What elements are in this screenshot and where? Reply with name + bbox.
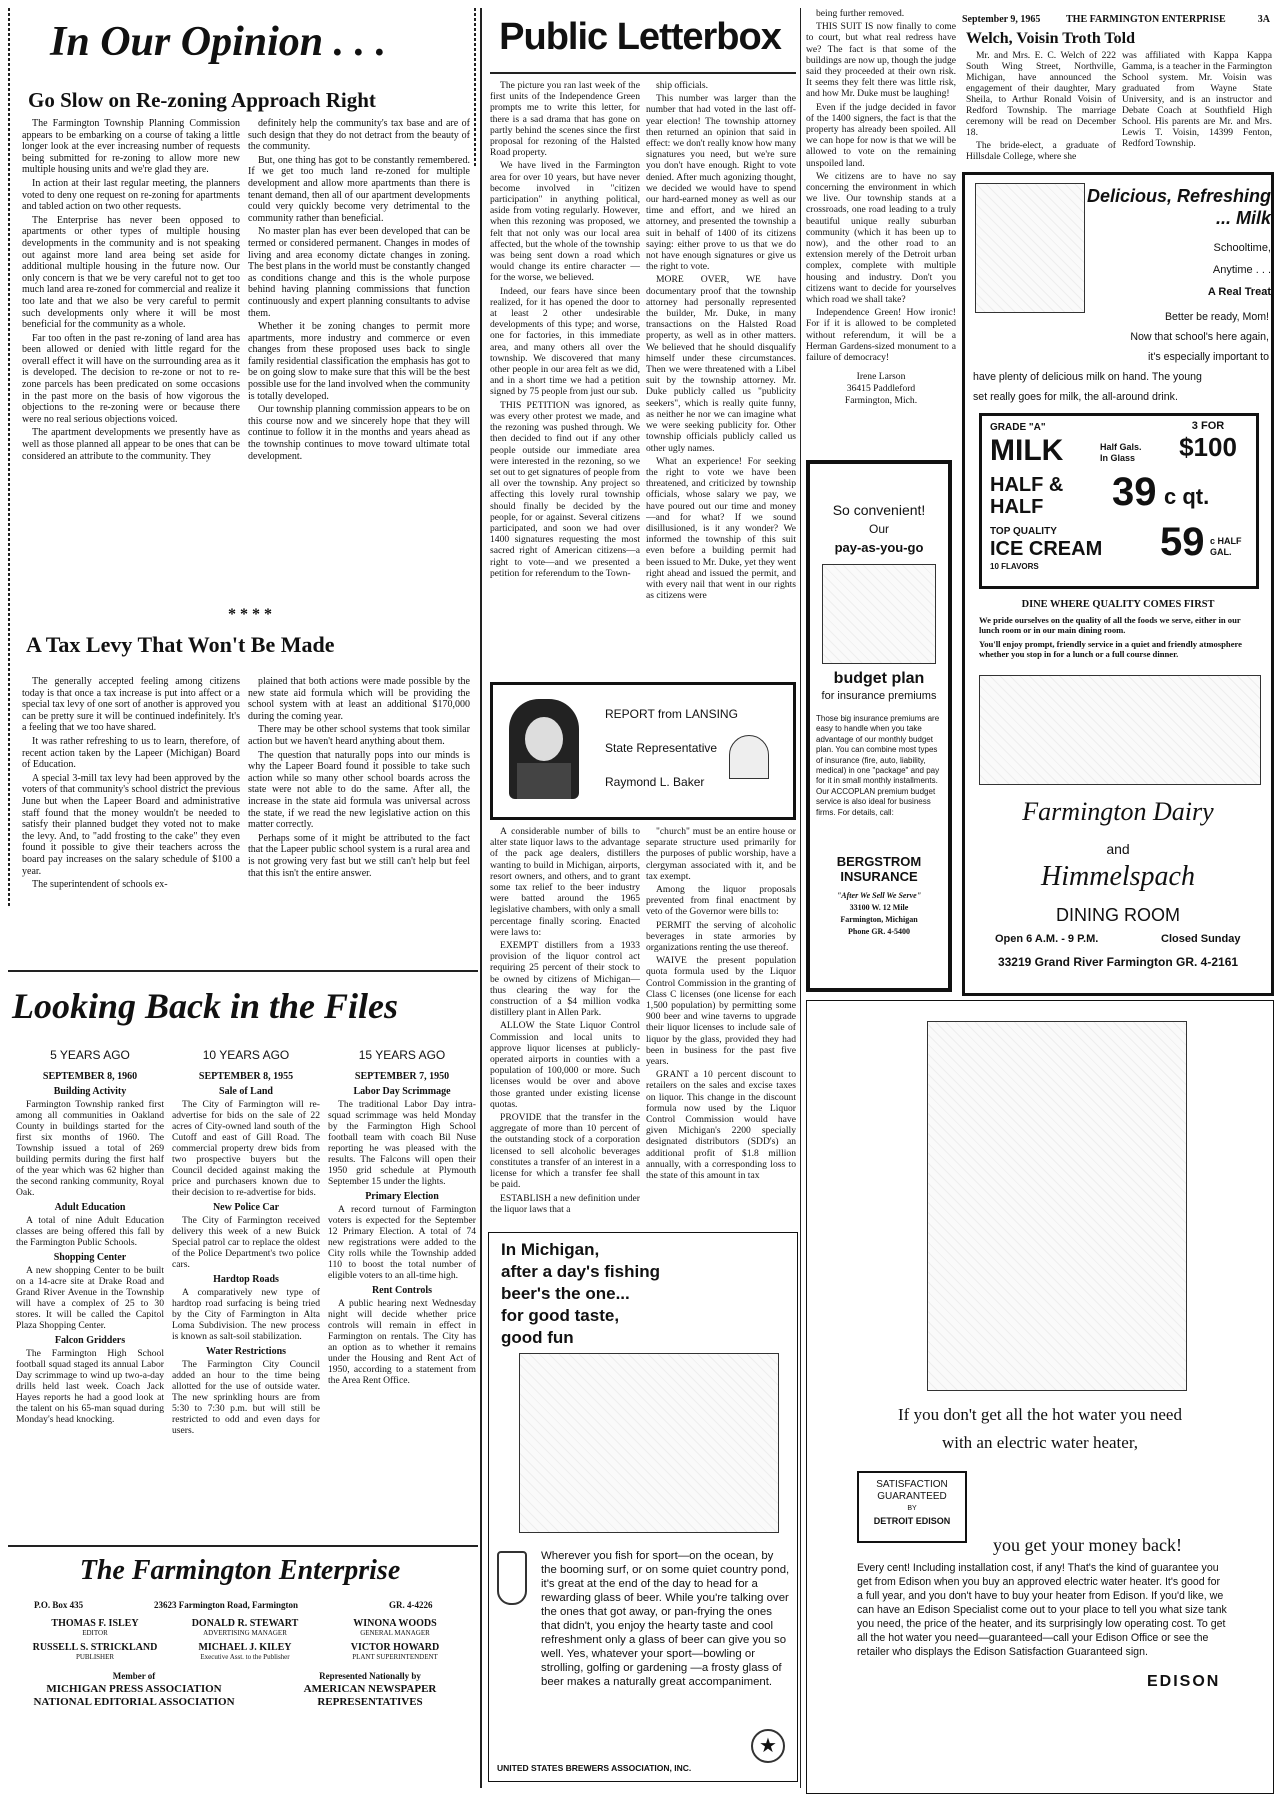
header-paper: THE FARMINGTON ENTERPRISE	[1066, 14, 1226, 25]
wedding-col2: was affiliated with Kappa Kappa Gamma, is a teacher in the Farmington School system. Mr. Voisin was graduated from Wayne State University, and is an instructor and Debate Coach at Southfield High School. His parents are Mr. and Mrs. Lewis T. Voisin, 14399 Fenton, Redford Township.	[1122, 50, 1272, 149]
files-item-title: Sale of Land	[219, 1086, 273, 1097]
header-page: 3A	[1257, 14, 1270, 25]
letter-signer: Irene Larson	[856, 371, 906, 383]
header-date: September 9, 1965	[962, 14, 1041, 25]
paragraph: A considerable number of bills to alter state liquor laws to the advantage of the pack age dealers, distillers wanting to build in Michigan, airports, resort owners, and others, and to grant some tax relief to the beer industry were batted around the 1965 legislative chambers, with only a small percentage finally scoring. Enacted were laws to:	[490, 826, 640, 938]
paragraph: No master plan has ever been developed that can be termed or considered permanent. Changes in modes of living and area economy dictate changes in zoning. The best plans in the world must be constantly changed as conditions change and this is the whole purpose behind having planning commissions that function continuously and expert planning consultants to advise them.	[248, 226, 470, 319]
letterbox-col3	[806, 8, 956, 408]
files-item-title: Falcon Gridders	[54, 1335, 126, 1346]
beer-body: Wherever you fish for sport—on the ocean, by the booming surf, or on some quiet country pond, it's great at the end of the day to head for a rewarding glass of beer. While you're talking over the ones that got away, or pan-frying the ones that didn't, you enjoy the hearty taste and cool refreshment only a glass of beer can give you so well. Yes, whatever your sport—bowling or strolling, golfing or gardening —a frosty glass of beer makes a naturally great accompaniment.	[541, 1550, 790, 1688]
beer-ad	[488, 1232, 798, 1782]
paragraph: definitely help the community's tax base and are of such design that they do not detract from the beauty of the community.	[248, 118, 470, 153]
beer-glass-icon	[497, 1551, 527, 1605]
paragraph: Among the liquor proposals prevented from final enactment by veto of the Governor were bills to:	[646, 884, 796, 918]
paragraph: Indeed, our fears have since been realized, for it has opened the door to at least 2 other undesirable developments of this type; and worse, one for factories, in this immediate area, and many others all over the township. We discovered that many other people in our area felt as we did, and in a short time we had a petition signed by 75 people from just our sub.	[490, 285, 640, 398]
halfhalf-price: 39	[1112, 470, 1157, 514]
boy-drinking-milk-illustration	[975, 183, 1085, 313]
edison-money-back: you get your money back!	[993, 1535, 1182, 1555]
letterbox-col2	[646, 80, 796, 674]
paragraph: The apartment developments we presently have as well as those planned all appear to be ones that can be considered an attribute to the community. They	[22, 427, 240, 462]
dine-body: We pride ourselves on the quality of all the foods we serve, either in our lunch room or in our main dining room. You'll enjoy prompt, friendly service in a quiet and friendly atmosphere whether you stop in for a lunch or a full course dinner.	[979, 615, 1242, 659]
insurance-contact: "After We Sell We Serve" 33100 W. 12 Mile Farmington, Michigan Phone GR. 4-5400	[836, 891, 922, 936]
opinion-rezoning-col1	[22, 118, 240, 592]
files-item-text: A total of nine Adult Education classes are being offered this fall by the Farmington Public Schools.	[16, 1215, 164, 1248]
files-item-title: Water Restrictions	[205, 1346, 287, 1357]
separator-stars: * * * *	[228, 606, 272, 623]
insurance-company: BERGSTROM INSURANCE	[836, 854, 922, 884]
staff-name: WINONA WOODS	[353, 1618, 437, 1629]
paragraph: There may be other school systems that took similar action but we haven't heard anything about them.	[248, 724, 470, 747]
paragraph: But, one thing has got to be constantly remembered. If we get too much land re-zoned for multiple development and allow more apartments than there is tenant demand, then all of our apartment developments could very quickly become very detrimental to the community rather than beneficial.	[248, 154, 470, 224]
opinion-taxlevy-col1	[22, 676, 240, 962]
halfhalf-unit: c qt.	[1164, 484, 1210, 509]
files-item-text: The traditional Labor Day intra-squad scrimmage was held Monday by the Farmington High School football team with coach Bil Nuse reporting he was pleased with the results. The Falcons will open their 1950 grid schedule at Plymouth September 15 under the lights.	[328, 1099, 476, 1187]
masthead-name: The Farmington Enterprise	[79, 1555, 401, 1586]
lansing-box	[490, 682, 796, 820]
files-item-text: A public hearing next Wednesday night will decide whether price controls will remain in effect in Farmington on rentals. The City has an option as to whether it remains under the Housing and Rent Act of 1950, according to a statement from the Area Rent Office.	[328, 1298, 476, 1386]
files-column	[16, 1050, 164, 1534]
paragraph: GRANT a 10 percent discount to retailers on the sales and excise taxes on liquor. This change in the discount formula now used by the Liquor Control Commission would have given Michigan's 2200 specially designated distributors (SDD's) an additional profit of $1.8 million annually, with a corresponding loss to the state of this amount in tax	[646, 1069, 796, 1182]
beer-sponsor: UNITED STATES BREWERS ASSOCIATION, INC.	[497, 1763, 692, 1773]
insurance-budget: budget plan	[833, 670, 925, 687]
lansing-portrait	[509, 699, 579, 799]
paragraph: being further removed.	[816, 8, 905, 19]
files-item-text: A comparatively new type of hardtop road surfacing is being tried by the City of Farmington in Alta Loma Subdivision. The new process is known as salt-soil stabilization.	[172, 1287, 320, 1342]
paragraph: Far too often in the past re-zoning of land area has been allowed or denied with little regard for the overall effect it will have on the surrounding area as it is developed. The decision to re-zone or not to re-zone parcels has been predicated on some occasions in the past more on the basis of how vigorous the objections to the re-zoning were or because there were no real serious objections voiced.	[22, 332, 240, 425]
brewers-seal-icon: ★	[751, 1729, 785, 1763]
paragraph: ship officials.	[656, 80, 709, 91]
paragraph: The Farmington Township Planning Commission appears to be embarking on a course of taking a little longer look at the ever increasing number of requests being submitted for re-zoning to allow more new multiple housing units and we're glad they are.	[22, 118, 240, 176]
paragraph: Perhaps some of it might be attributed to the fact that the Lapeer public school system is a rural area and is not growing very fast but we still can't help but feel that this isn't the entire answer.	[248, 832, 470, 879]
files-item-title: Shopping Center	[53, 1252, 127, 1263]
edison-body: Every cent! Including installation cost, if any! That's the kind of guarantee you get from Edison when you buy an approved electric water heater. It's good for a full year, and you don't have to buy your heater from Edison. If you'd like, we can have an Edison Specialist come out to your place to tell you what size tank you need, the price of the heater, and its surprisingly low operating cost. To get all the hot water you need—guaranteed—call your Edison Office or see the retailer who displays the Edison Satisfaction Guaranteed sign.	[857, 1562, 1227, 1658]
paragraph: We have lived in the Farmington area for over 10 years, but have never become involved in "citizen participation" in anything political, aside from voting regularly. However, when this rezoning was proposed, we felt that not only was our local area affected, but the whole of the township was being sent down a road which would change its entire character — for the worse, we believed.	[490, 160, 640, 284]
dairy-hours: Open 6 A.M. - 9 P.M.	[995, 933, 1099, 945]
milk-qty: 3 FOR	[1191, 420, 1225, 432]
staff-name: RUSSELL S. STRICKLAND	[32, 1642, 158, 1653]
edison-headline: If you don't get all the hot water you need with an electric water heater,	[898, 1405, 1182, 1452]
paragraph: It was rather refreshing to us to learn, therefore, of recent action taken by the Lapeer (Michigan) Board of Education.	[22, 735, 240, 771]
dairy-name2: Himmelspach	[1041, 861, 1195, 892]
letterbox-col1	[490, 80, 640, 674]
paragraph: The question that naturally pops into our minds is why the Lapeer Board found it possible to take such action while so many other school boards across the state were not able to do the same. After all, the increase in the state aid formula was universal across the state, if we read the new legislative action on this matter correctly.	[248, 749, 470, 831]
dairy-headline: Delicious, Refreshing ... Milk	[1086, 186, 1271, 228]
masthead-member: Member of MICHIGAN PRESS ASSOCIATION NATIONAL EDITORIAL ASSOCIATION	[33, 1671, 235, 1708]
opinion-taxlevy-col2	[248, 676, 470, 962]
dairy-dining: DINING ROOM	[1056, 905, 1180, 925]
capitol-icon	[729, 735, 769, 779]
masthead-phone: GR. 4-4226	[389, 1600, 433, 1610]
edison-ad	[806, 1000, 1274, 1794]
paragraph: We citizens are to have no say concerning the environment in which we live. Our township stands at a crossroads, one road leading to a truly beautiful unique really suburban community (which it has been up to now), and the other road to an extension merely of the Detroit urban complex, complete with multiple housing and industry. Don't you citizens want to decide for yourselves which road we shall take?	[806, 170, 956, 306]
files-years-ago: 15 YEARS AGO	[358, 1050, 446, 1062]
insurance-ad	[806, 460, 952, 992]
car-cartoon-illustration	[822, 564, 936, 664]
insurance-payasyougo: pay-as-you-go	[834, 540, 924, 555]
staff-role: PUBLISHER	[75, 1653, 115, 1661]
paragraph: THIS SUIT IS now finally to come to court, but what real redress have we? The fact is that some of the buildings are now up, though the judge said they proceeded at their own risk. It seems they felt there was little risk, and how Mr. Duke must be laughing!	[806, 21, 956, 100]
files-heading: Looking Back in the Files	[12, 986, 399, 1026]
wedding-col1: Mr. and Mrs. E. C. Welch of 222 South Wing Street, Northville, Michigan, have announced the engagement of their daughter, Mary Sheila, to Arthur Ronald Voisin of Redford Township. The marriage ceremony will be read on December 18. The bride-elect, a graduate of Hillsdale College, where she	[966, 50, 1116, 162]
masthead-represented: Represented Nationally by AMERICAN NEWSPAPER REPRESENTATIVES	[303, 1671, 437, 1708]
dine-headline: DINE WHERE QUALITY COMES FIRST	[1021, 599, 1215, 610]
paragraph: In action at their last regular meeting, the planners voted to deny one request on re-zoning for apartments and tabled action on two other requests.	[22, 177, 240, 213]
icecream-flavors: 10 FLAVORS	[990, 562, 1039, 571]
paragraph: Independence Green! How ironic! For if it is allowed to be completed without referendum, it will be a Herman Gardens-sized monument to a failure of democracy!	[806, 307, 956, 364]
files-item-title: New Police Car	[212, 1202, 280, 1213]
files-years-ago: 10 YEARS AGO	[202, 1050, 290, 1062]
files-item-text: The Farmington City Council added an hour to the time being allotted for the use of outside water. The new sprinkling hours are from 5:30 to 7:30 p.m. but will still be restricted to odd and even days for users.	[172, 1359, 320, 1436]
children-bathtub-illustration	[927, 1021, 1187, 1391]
files-item-title: Building Activity	[53, 1086, 127, 1097]
dairy-closed: Closed Sunday	[1161, 933, 1241, 945]
fisherman-illustration	[519, 1353, 779, 1533]
paragraph: ESTABLISH a new definition under the liquor laws that a	[490, 1192, 640, 1215]
insurance-body: Those big insurance premiums are easy to handle when you take advantage of our monthly budget plan. You can combine most types of insurance (fire, auto, liability, medical) in one "package" and pay for it in small monthly installments. Our ACCOPLAN premium budget service is also ideal for business firms. For details, call:	[816, 714, 940, 817]
wedding-headline: Welch, Voisin Troth Told	[966, 30, 1135, 47]
milk-label: MILK	[990, 434, 1064, 467]
dairy-building-illustration	[979, 675, 1261, 785]
opinion-headline-taxlevy: A Tax Levy That Won't Be Made	[26, 632, 335, 657]
lansing-name: Raymond L. Baker	[605, 775, 705, 789]
files-column	[328, 1050, 476, 1534]
insurance-premiums: for insurance premiums	[821, 690, 937, 702]
paragraph: "church" must be an entire house or separate structure used primarily for the purposes of public worship, have a clergyman associated with it, and be tax exempt.	[646, 826, 796, 882]
paragraph: Our township planning commission appears to be on this course now and we sincerely hope that they will continue to follow it in the months and years ahead as the township continues to move toward ultimate total development.	[248, 404, 470, 462]
paragraph: This number was larger than the number that had voted in the last off-year election! The township attorney then returned an opinion that said in effect: we don't really know how many signatures you need, but we're sure you don't have enough. Right to vote denied. After much agonizing thought, we decided we would have to spend our hard-earned money as well as our time and effort, and we hired an attorney, and presented the township a suit in behalf of 1400 of its citizens saying: either prove to us that we do not have enough signatures or give us the right to vote.	[646, 93, 796, 273]
icecream-unit: c HALF GAL.	[1210, 536, 1242, 557]
paragraph: WAIVE the present population quota formula used by the Liquor Control Commission in the granting of Class C licenses (one license for each 1,500 population) by permitting some 900 beer and wine taverns to upgrade their liquor licenses to include sale of liquor by the glass, provided they had been in business for the past five years.	[646, 955, 796, 1068]
lansing-title: REPORT from LANSING	[605, 707, 738, 721]
files-item-title: Primary Election	[365, 1191, 439, 1202]
lansing-col1	[490, 826, 640, 1226]
icecream-price: 59	[1160, 520, 1205, 564]
satisfaction-badge: SATISFACTION GUARANTEED BY DETROIT EDISON	[857, 1471, 967, 1543]
files-item-title: Rent Controls	[371, 1285, 433, 1296]
masthead-address: 23623 Farmington Road, Farmington	[154, 1600, 298, 1610]
files-date: SEPTEMBER 8, 1960	[42, 1071, 138, 1082]
paragraph: PROVIDE that the transfer in the aggregate of more than 10 percent of the outstanding stock of a corporation licensed to sell alcoholic beverages constitutes a transfer of an interest in a license for which a transfer fee shall be paid.	[490, 1112, 640, 1191]
opinion-rezoning-col2	[248, 118, 470, 592]
price-box	[979, 413, 1259, 589]
paragraph: MORE OVER, WE have documentary proof that the township attorney had personally represented the builder, Mr. Duke, in many transactions on the Halsted Road property, as well as in other matters. We believed that he should disqualify himself under these circumstances. Then we were threatened with a Libel suit by the township attorney. Mr. Duke publicly called us "publicity seekers", which is really quite funny, as neither he nor we can imagine what we were seeking publicity for. Other township officials publicly called us other ugly names.	[646, 274, 796, 454]
paragraph: EXEMPT distillers from a 1933 provision of the liquor control act requiring 25 percent of their stock to be owned by citizens of Michigan—thus clearing the way for the construction of a $4 million vodka distillery plant in Allen Park.	[490, 940, 640, 1019]
dairy-body: Better be ready, Mom! Now that school's here again, it's especially important to have plenty of delicious milk on hand. The young set really goes for milk, the all-around drink.	[973, 311, 1269, 403]
opinion-headline-rezoning: Go Slow on Re-zoning Approach Right	[28, 88, 376, 112]
paragraph: What an experience! For seeking the right to vote we have been threatened, and criticized by township officials, whose salary we pay, we have poured out our time and money—and for what? If we sound disillusioned, is it any wonder? We informed the township of this suit even before a building permit had been issued to Mr. Duke, yet they went right ahead and issued the permit, and with every nail that went in our rights as citizens were	[646, 455, 796, 602]
paragraph: THIS PETITION was ignored, as was every other protest we made, and the rezoning was pushed through. We then decided to find out if any other people outside our immediate area were interested in the rezoning, so we set out to get signatures of people from all over the township. Any project so affecting this lovely rural township should finally be decided by the people, for or against. Several citizens participated, and soon we had over 1400 signatures requesting the most sacred right of American citizens—a right to vote—and we presented a petition for referendum to the Town-	[490, 399, 640, 579]
files-item-title: Hardtop Roads	[213, 1274, 279, 1285]
paragraph: The generally accepted feeling among citizens today is that once a tax increase is put into affect or a special tax levy of one sort of another is approved you can be pretty sure it will be continued indefinitely. It's a feeling that we too have shared.	[22, 676, 240, 734]
letter-signer-address: 36415 Paddleford	[846, 383, 916, 395]
lansing-role: State Representative	[605, 741, 718, 755]
staff-role: PLANT SUPERINTENDENT	[352, 1653, 438, 1661]
files-column	[172, 1050, 320, 1534]
edison-brand: EDISON	[1147, 1673, 1221, 1690]
milk-price: $100	[1179, 432, 1237, 462]
grade-label: GRADE "A"	[990, 422, 1046, 433]
staff-role: ADVERTISING MANAGER	[203, 1629, 287, 1637]
beer-headline: In Michigan, after a day's fishing beer's the one... for good taste, good fun	[501, 1240, 660, 1347]
staff-role: EDITOR	[82, 1629, 108, 1637]
staff-name: THOMAS F. ISLEY	[51, 1618, 139, 1629]
staff-name: DONALD R. STEWART	[191, 1618, 299, 1629]
paragraph: PERMIT the serving of alcoholic beverages in state armories by organizations renting the use thereof.	[646, 919, 796, 954]
lansing-col2	[646, 826, 796, 1226]
staff-role: Executive Asst. to the Publisher	[200, 1653, 290, 1661]
paragraph: The superintendent of schools ex-	[32, 879, 168, 891]
files-item-text: The Farmington High School football squad staged its annual Labor Day scrimmage to wind up two-a-day drills held last week. Coach Jack Hayes reports he had a good look at the talent on his 65-man squad during Monday's head knocking.	[16, 1348, 164, 1425]
dairy-address: 33219 Grand River Farmington GR. 4-2161	[997, 955, 1239, 969]
files-item-title: Adult Education	[54, 1202, 126, 1213]
files-item-text: A new shopping Center to be built on a 14-acre site at Drake Road and Grand River Avenue in the Township will have a complex of 25 to 30 stores. It will be called the Capitol Plaza Shopping Center.	[16, 1265, 164, 1331]
paragraph: Whether it be zoning changes to permit more apartments, more industry and commerce or even changes from these proposed uses back to single family residential classification the emphasis has got to be on going slow to make sure that this will be the best possible use for the land involved when the community is totally developed.	[248, 321, 470, 402]
masthead-contact	[34, 1600, 454, 1610]
dairy-subheads: Schooltime, Anytime . . . A Real Treat	[1207, 242, 1271, 298]
paragraph: ALLOW the State Liquor Control Commission and local units to approve liquor licenses at publicly-operated airports in counties with a population of 100,000 or more. Such licenses would be over and above those granted under existing license quotas.	[490, 1020, 640, 1110]
files-item-text: The City of Farmington will re-advertise for bids on the sale of 22 acres of City-owned land south of the Cutoff and east of Gill Road. The commercial property drew bids from two prospective buyers but the Council decided against making the price and purchasers known due to their decision to re-advertise for bids.	[172, 1099, 320, 1198]
dairy-ad	[962, 172, 1274, 996]
staff-name: MICHAEL J. KILEY	[198, 1642, 292, 1653]
files-date: SEPTEMBER 7, 1950	[354, 1071, 450, 1082]
files-item-text: The City of Farmington received delivery this week of a new Buick Special patrol car to replace the oldest of the Police Department's two police cars.	[172, 1215, 320, 1270]
paragraph: The Enterprise has never been opposed to apartments or other types of multiple housing developments in the community and is not speaking out against more land area being set aside for additional multiple housing in the future now. Our only concern is that we be very careful not to get too much land area re-zoned for commercial and realize it too late and that we also be very careful to permit such developments only where it will be most beneficial for the community as a whole.	[22, 214, 240, 331]
insurance-convenient: So convenient!	[832, 502, 926, 518]
paragraph: plained that both actions were made possible by the new state aid formula which will be providing the school system with at least an additional $170,000 during the coming year.	[248, 676, 470, 722]
files-date: SEPTEMBER 8, 1955	[198, 1071, 294, 1082]
dairy-and: and	[1106, 841, 1130, 857]
opinion-heading: In Our Opinion . . .	[50, 19, 387, 65]
insurance-our: Our	[868, 522, 889, 536]
staff-name: VICTOR HOWARD	[350, 1642, 440, 1653]
paragraph: The picture you ran last week of the first units of the Independence Green prompts me to write this letter, for there is a sad drama that has gone on partly behind the scenes since the first proposal for rezoning of the Halsted Road property.	[490, 80, 640, 159]
page-header	[962, 14, 1274, 25]
dairy-name: Farmington Dairy	[1022, 797, 1214, 826]
staff-role: GENERAL MANAGER	[360, 1629, 430, 1637]
paragraph: A special 3-mill tax levy had been approved by the voters of that community's school district the previous June but when the Lapeer Board and administrative staff found that the money wouldn't be needed to satisfy their planned budget they voted not to make the levy. And, to "add frosting to the cake" they even found it possible to give their teachers across the board pay increases on the salary schedule of $100 a year.	[22, 772, 240, 877]
icecream-label: ICE CREAM	[990, 538, 1103, 560]
files-item-text: Farmington Township ranked first among all communities in Oakland County in buildings started for the first six months of 1960. The Township issued a total of 269 building permits during the first half of the year which was 62 higher than the second ranking community, Royal Oak.	[16, 1099, 164, 1198]
letter-signer-city: Farmington, Mich.	[844, 395, 918, 407]
paragraph: Even if the judge decided in favor of the 1400 signers, the fact is that the property has already been spoiled. All we can hope for now is that we will be allowed to vote on the remaining unspoiled land.	[806, 101, 956, 169]
masthead-pobox: P.O. Box 435	[34, 1600, 84, 1610]
files-years-ago: 5 YEARS AGO	[50, 1050, 130, 1062]
letterbox-heading: Public Letterbox	[499, 16, 781, 58]
icecream-top: TOP QUALITY	[990, 526, 1057, 537]
milk-unit: Half Gals. In Glass	[1100, 442, 1142, 463]
files-item-text: A record turnout of Farmington voters is expected for the September 12 Primary Election. A total of 74 new registrations were added to the City rolls while the Township added 110 to boost the total number of eligible voters to an all-time high.	[328, 1204, 476, 1281]
halfhalf-label: HALF & HALF	[990, 474, 1064, 518]
files-item-title: Labor Day Scrimmage	[353, 1086, 451, 1097]
